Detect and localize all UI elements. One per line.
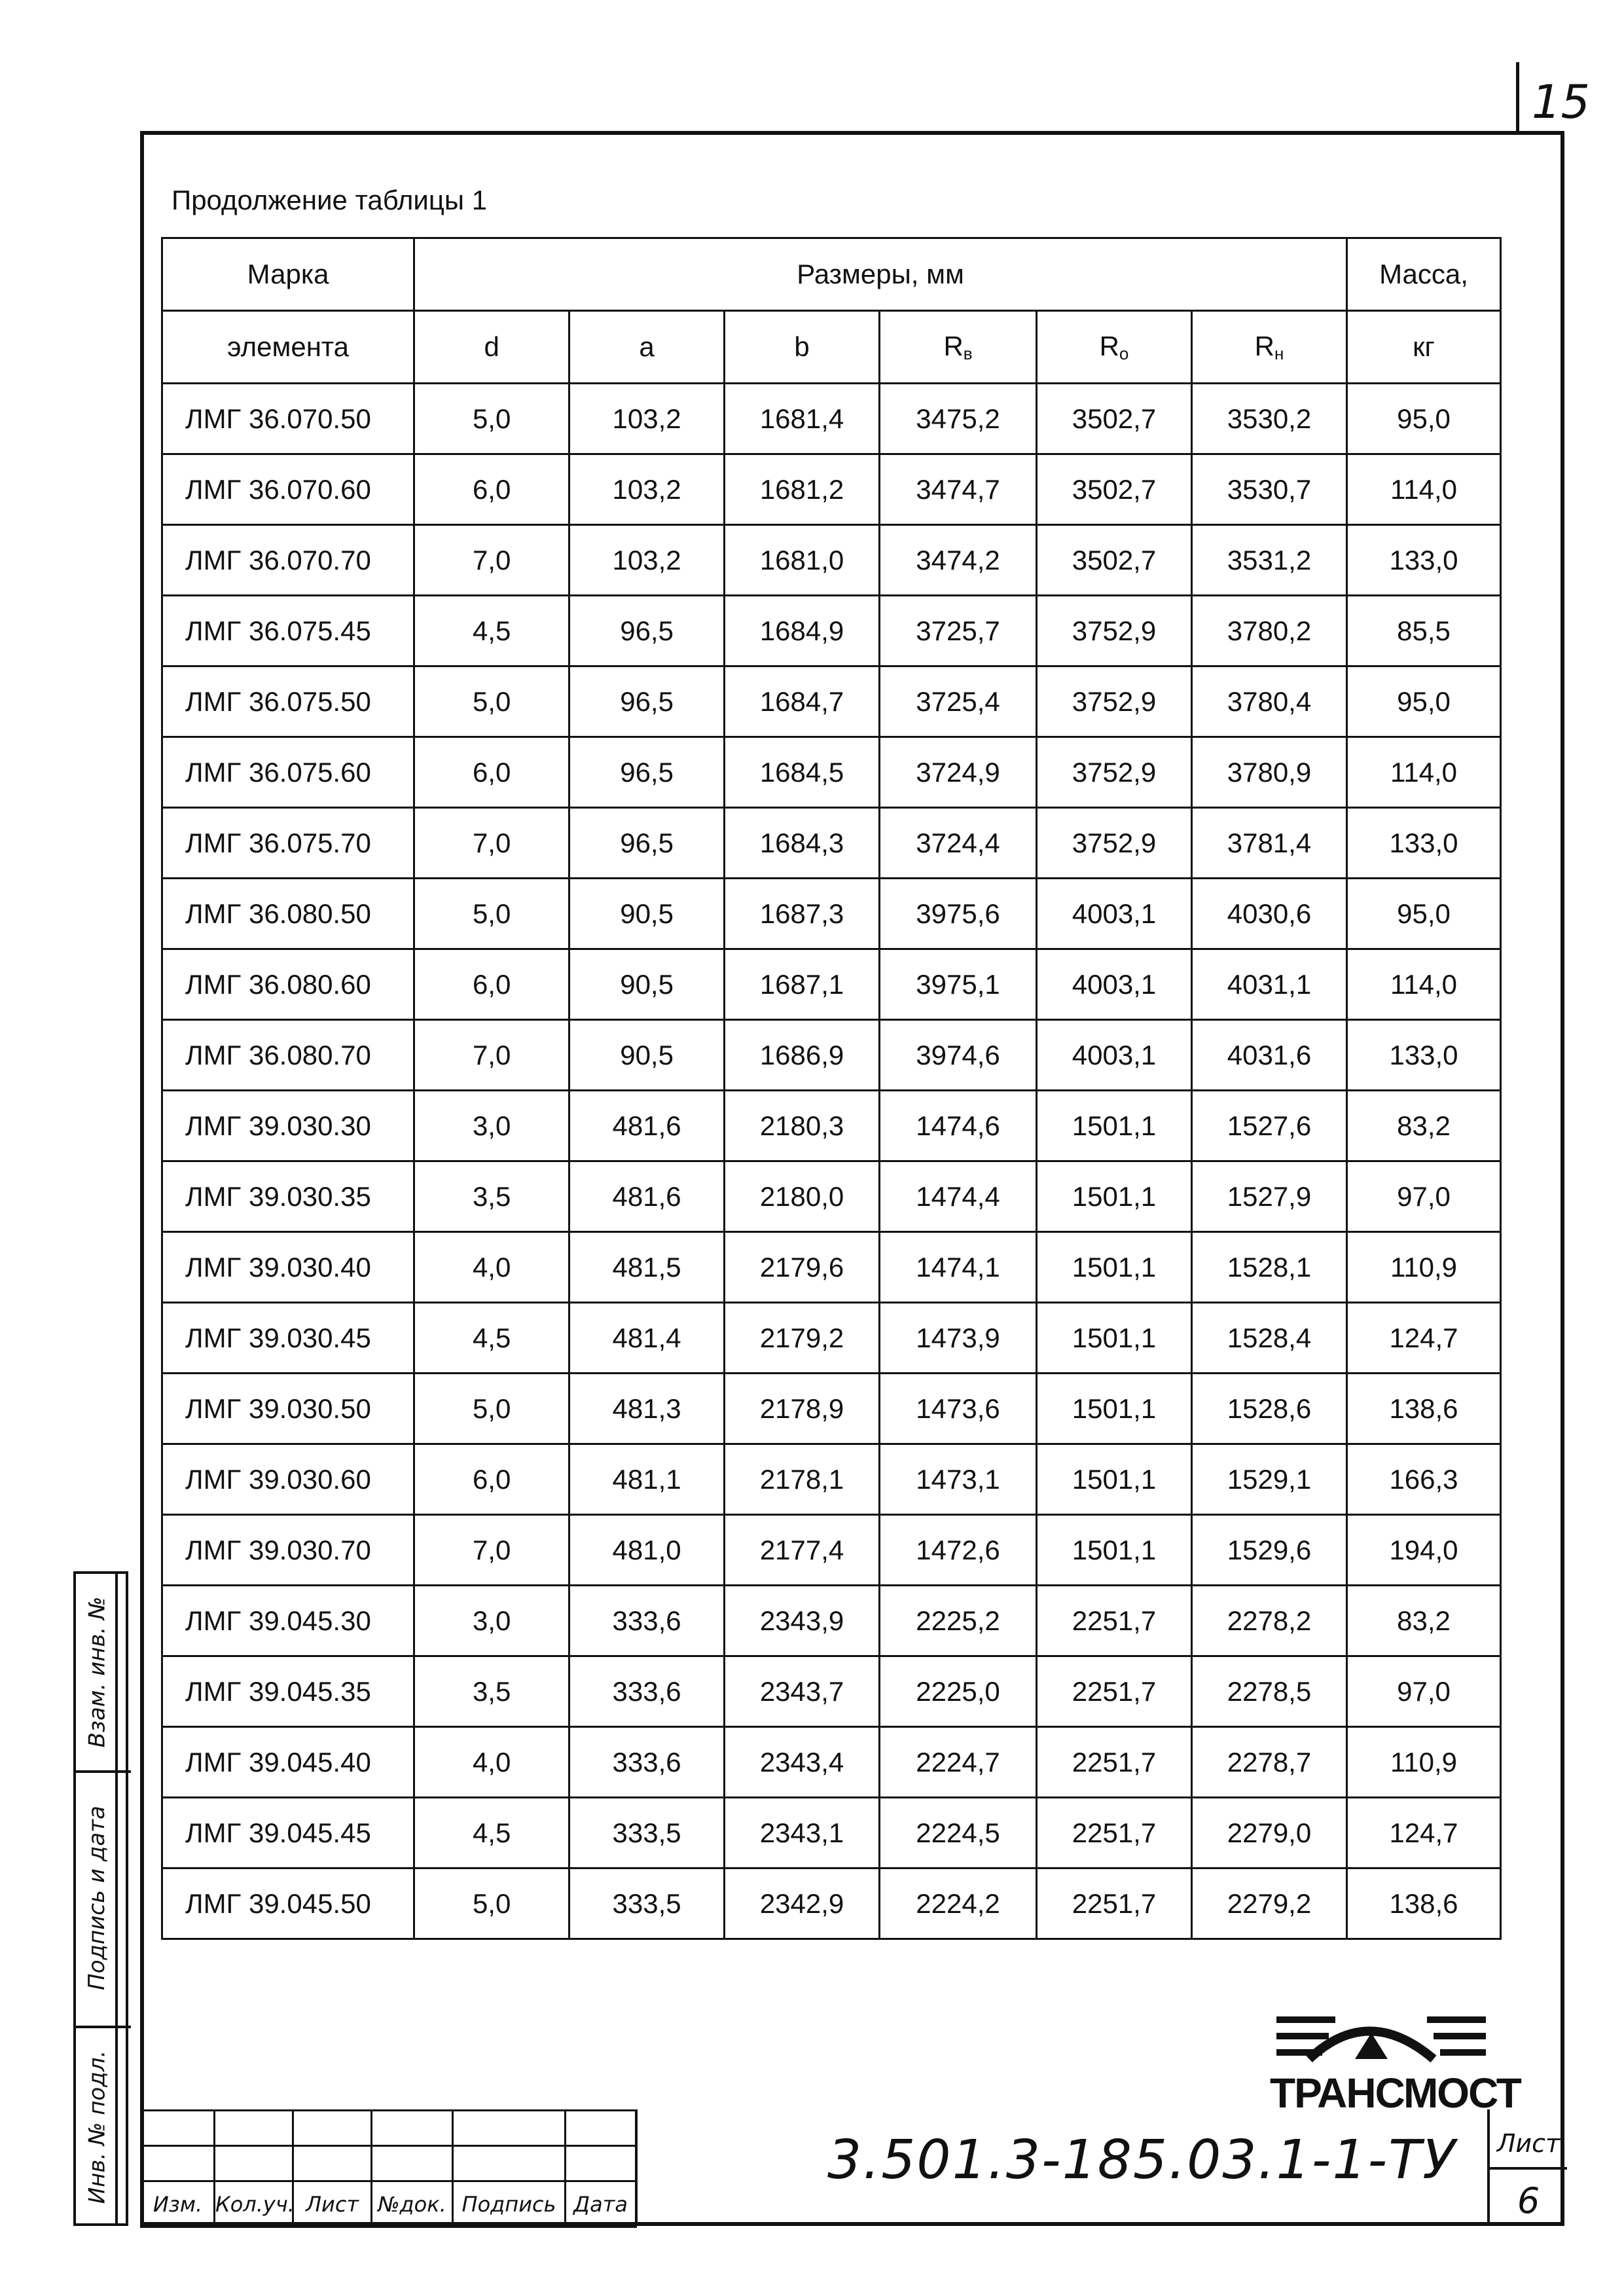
table-row bbox=[162, 737, 1501, 808]
cell-a: 90,5 bbox=[569, 1020, 725, 1091]
table-row bbox=[162, 879, 1501, 949]
table-body bbox=[162, 384, 1501, 1939]
cell-mark: ЛМГ 39.030.40 bbox=[162, 1232, 414, 1303]
cell-b: 2343,4 bbox=[725, 1727, 880, 1798]
tb-col-kolich: Кол.уч. bbox=[215, 2181, 293, 2227]
tb-col-ndok: №док. bbox=[372, 2181, 453, 2227]
cell-rn: 1529,1 bbox=[1191, 1444, 1346, 1515]
cell-mark: ЛМГ 39.030.70 bbox=[162, 1515, 414, 1586]
cell-mark: ЛМГ 39.030.50 bbox=[162, 1374, 414, 1444]
cell-rn: 1528,1 bbox=[1191, 1232, 1346, 1303]
table-row bbox=[162, 1303, 1501, 1374]
cell-b: 1681,4 bbox=[725, 384, 880, 454]
cell-ro: 3752,9 bbox=[1037, 808, 1192, 879]
cell-rn: 3780,4 bbox=[1191, 666, 1346, 737]
cell-a: 96,5 bbox=[569, 596, 725, 666]
cell-mass: 138,6 bbox=[1347, 1374, 1501, 1444]
table-row bbox=[162, 1161, 1501, 1232]
header-mass-top: Масса, bbox=[1347, 238, 1501, 311]
cell-mark: ЛМГ 36.070.50 bbox=[162, 384, 414, 454]
cell-d: 3,0 bbox=[414, 1091, 569, 1161]
cell-b: 1681,0 bbox=[725, 525, 880, 596]
cell-mark: ЛМГ 39.045.45 bbox=[162, 1798, 414, 1868]
cell-b: 1687,1 bbox=[725, 949, 880, 1020]
cell-ro: 1501,1 bbox=[1037, 1303, 1192, 1374]
side-stamp-inner-line bbox=[115, 1574, 118, 2223]
cell-ro: 4003,1 bbox=[1037, 1020, 1192, 1091]
cell-b: 2178,9 bbox=[725, 1374, 880, 1444]
header-b: b bbox=[725, 311, 880, 384]
cell-a: 333,5 bbox=[569, 1798, 725, 1868]
cell-a: 103,2 bbox=[569, 525, 725, 596]
table-row bbox=[162, 1374, 1501, 1444]
cell-b: 2180,0 bbox=[725, 1161, 880, 1232]
cell-a: 333,5 bbox=[569, 1868, 725, 1939]
table-row bbox=[162, 1444, 1501, 1515]
cell-mass: 95,0 bbox=[1347, 666, 1501, 737]
header-mark-bottom: элемента bbox=[162, 311, 414, 384]
header-rv: $R_в$ bbox=[880, 311, 1037, 384]
cell-d: 4,5 bbox=[414, 596, 569, 666]
cell-rv: 2225,2 bbox=[880, 1586, 1037, 1656]
cell-b: 1681,2 bbox=[725, 454, 880, 525]
transmost-logo bbox=[1270, 1997, 1545, 2117]
cell-rn: 1527,9 bbox=[1191, 1161, 1346, 1232]
sheet-number: 15 bbox=[1532, 75, 1591, 129]
title-block bbox=[140, 2109, 1564, 2226]
cell-rn: 1527,6 bbox=[1191, 1091, 1346, 1161]
cell-mass: 114,0 bbox=[1347, 454, 1501, 525]
table-row bbox=[162, 949, 1501, 1020]
cell-rn: 4031,6 bbox=[1191, 1020, 1346, 1091]
cell-mark: ЛМГ 36.080.50 bbox=[162, 879, 414, 949]
cell-a: 96,5 bbox=[569, 808, 725, 879]
cell-ro: 4003,1 bbox=[1037, 949, 1192, 1020]
cell-mass: 124,7 bbox=[1347, 1303, 1501, 1374]
table-row bbox=[162, 1868, 1501, 1939]
cell-d: 5,0 bbox=[414, 1868, 569, 1939]
cell-a: 481,4 bbox=[569, 1303, 725, 1374]
side-label-podpis: Подпись и дата bbox=[84, 1806, 111, 1990]
title-block-grid bbox=[140, 2109, 637, 2228]
cell-b: 2343,7 bbox=[725, 1656, 880, 1727]
cell-rv: 1473,6 bbox=[880, 1374, 1037, 1444]
cell-rn: 3780,9 bbox=[1191, 737, 1346, 808]
cell-rv: 3474,2 bbox=[880, 525, 1037, 596]
cell-mark: ЛМГ 39.045.30 bbox=[162, 1586, 414, 1656]
cell-a: 90,5 bbox=[569, 879, 725, 949]
cell-b: 2179,6 bbox=[725, 1232, 880, 1303]
sheet-value: 6 bbox=[1517, 2180, 1540, 2221]
cell-a: 481,3 bbox=[569, 1374, 725, 1444]
cell-ro: 3502,7 bbox=[1037, 454, 1192, 525]
cell-ro: 2251,7 bbox=[1037, 1868, 1192, 1939]
cell-rv: 2224,5 bbox=[880, 1798, 1037, 1868]
cell-d: 7,0 bbox=[414, 1515, 569, 1586]
table-row bbox=[162, 808, 1501, 879]
sheet-number-divider bbox=[1516, 62, 1519, 134]
cell-ro: 4003,1 bbox=[1037, 879, 1192, 949]
cell-mass: 83,2 bbox=[1347, 1091, 1501, 1161]
table-row bbox=[162, 1091, 1501, 1161]
cell-rv: 3974,6 bbox=[880, 1020, 1037, 1091]
cell-rv: 3724,4 bbox=[880, 808, 1037, 879]
cell-a: 481,5 bbox=[569, 1232, 725, 1303]
cell-mass: 85,5 bbox=[1347, 596, 1501, 666]
table-row bbox=[162, 1727, 1501, 1798]
cell-ro: 3752,9 bbox=[1037, 666, 1192, 737]
cell-b: 2177,4 bbox=[725, 1515, 880, 1586]
cell-mark: ЛМГ 36.080.60 bbox=[162, 949, 414, 1020]
side-label-inv: Инв. № подл. bbox=[84, 2050, 111, 2204]
cell-d: 7,0 bbox=[414, 1020, 569, 1091]
table-row bbox=[162, 384, 1501, 454]
table-row bbox=[162, 454, 1501, 525]
cell-rn: 1529,6 bbox=[1191, 1515, 1346, 1586]
cell-d: 6,0 bbox=[414, 737, 569, 808]
sheet-box-divider bbox=[1490, 2167, 1567, 2170]
cell-rv: 3475,2 bbox=[880, 384, 1037, 454]
tb-col-podpis: Подпись bbox=[453, 2181, 566, 2227]
cell-rv: 3725,7 bbox=[880, 596, 1037, 666]
cell-a: 481,0 bbox=[569, 1515, 725, 1586]
cell-mass: 95,0 bbox=[1347, 384, 1501, 454]
cell-mark: ЛМГ 39.045.35 bbox=[162, 1656, 414, 1727]
table-row bbox=[162, 525, 1501, 596]
cell-d: 4,5 bbox=[414, 1303, 569, 1374]
cell-b: 2343,1 bbox=[725, 1798, 880, 1868]
cell-ro: 3752,9 bbox=[1037, 737, 1192, 808]
cell-rv: 2225,0 bbox=[880, 1656, 1037, 1727]
cell-mark: ЛМГ 36.070.70 bbox=[162, 525, 414, 596]
logo-text: ТРАНСМОСТ bbox=[1270, 2069, 1521, 2117]
cell-rn: 2278,7 bbox=[1191, 1727, 1346, 1798]
cell-mass: 114,0 bbox=[1347, 737, 1501, 808]
table-row bbox=[162, 1515, 1501, 1586]
cell-mark: ЛМГ 36.075.60 bbox=[162, 737, 414, 808]
table-row bbox=[162, 1656, 1501, 1727]
cell-ro: 1501,1 bbox=[1037, 1515, 1192, 1586]
header-sizes: Размеры, мм bbox=[414, 238, 1347, 311]
cell-a: 481,1 bbox=[569, 1444, 725, 1515]
cell-rn: 3781,4 bbox=[1191, 808, 1346, 879]
cell-rn: 2279,0 bbox=[1191, 1798, 1346, 1868]
cell-b: 1684,7 bbox=[725, 666, 880, 737]
title-block-divider bbox=[635, 2109, 638, 2226]
cell-a: 103,2 bbox=[569, 384, 725, 454]
cell-mass: 97,0 bbox=[1347, 1161, 1501, 1232]
header-mark-top: Марка bbox=[162, 238, 414, 311]
cell-mark: ЛМГ 39.030.30 bbox=[162, 1091, 414, 1161]
cell-ro: 2251,7 bbox=[1037, 1656, 1192, 1727]
cell-mass: 110,9 bbox=[1347, 1727, 1501, 1798]
cell-rn: 3531,2 bbox=[1191, 525, 1346, 596]
cell-b: 1686,9 bbox=[725, 1020, 880, 1091]
cell-b: 2343,9 bbox=[725, 1586, 880, 1656]
cell-d: 4,0 bbox=[414, 1232, 569, 1303]
cell-mass: 97,0 bbox=[1347, 1656, 1501, 1727]
cell-rv: 2224,7 bbox=[880, 1727, 1037, 1798]
cell-mass: 166,3 bbox=[1347, 1444, 1501, 1515]
side-stamp bbox=[73, 1571, 128, 2226]
cell-b: 1684,5 bbox=[725, 737, 880, 808]
cell-d: 5,0 bbox=[414, 384, 569, 454]
cell-mass: 133,0 bbox=[1347, 1020, 1501, 1091]
cell-a: 96,5 bbox=[569, 737, 725, 808]
cell-mass: 133,0 bbox=[1347, 525, 1501, 596]
cell-d: 7,0 bbox=[414, 808, 569, 879]
cell-rv: 1472,6 bbox=[880, 1515, 1037, 1586]
cell-mass: 110,9 bbox=[1347, 1232, 1501, 1303]
cell-a: 90,5 bbox=[569, 949, 725, 1020]
cell-ro: 2251,7 bbox=[1037, 1586, 1192, 1656]
cell-a: 333,6 bbox=[569, 1586, 725, 1656]
cell-rn: 2278,5 bbox=[1191, 1656, 1346, 1727]
cell-ro: 1501,1 bbox=[1037, 1374, 1192, 1444]
cell-ro: 2251,7 bbox=[1037, 1727, 1192, 1798]
cell-rn: 3780,2 bbox=[1191, 596, 1346, 666]
cell-rv: 1473,1 bbox=[880, 1444, 1037, 1515]
header-ro: $R_о$ bbox=[1037, 311, 1192, 384]
cell-mark: ЛМГ 36.070.60 bbox=[162, 454, 414, 525]
cell-d: 3,0 bbox=[414, 1586, 569, 1656]
cell-rn: 3530,2 bbox=[1191, 384, 1346, 454]
tb-col-izm: Изм. bbox=[141, 2181, 215, 2227]
side-label-vzam: Взам. инв. № bbox=[84, 1596, 111, 1748]
table-row bbox=[162, 1798, 1501, 1868]
cell-rn: 1528,6 bbox=[1191, 1374, 1346, 1444]
cell-d: 4,0 bbox=[414, 1727, 569, 1798]
cell-d: 5,0 bbox=[414, 666, 569, 737]
cell-rv: 3725,4 bbox=[880, 666, 1037, 737]
cell-mass: 133,0 bbox=[1347, 808, 1501, 879]
cell-d: 5,0 bbox=[414, 1374, 569, 1444]
table-row bbox=[162, 1020, 1501, 1091]
cell-mark: ЛМГ 39.045.40 bbox=[162, 1727, 414, 1798]
logo-emblem-icon bbox=[1270, 1997, 1545, 2069]
cell-a: 481,6 bbox=[569, 1091, 725, 1161]
cell-b: 2178,1 bbox=[725, 1444, 880, 1515]
cell-mark: ЛМГ 36.075.70 bbox=[162, 808, 414, 879]
cell-ro: 1501,1 bbox=[1037, 1161, 1192, 1232]
cell-rv: 3474,7 bbox=[880, 454, 1037, 525]
cell-rv: 1473,9 bbox=[880, 1303, 1037, 1374]
table-row bbox=[162, 596, 1501, 666]
cell-rn: 4031,1 bbox=[1191, 949, 1346, 1020]
cell-rv: 3975,6 bbox=[880, 879, 1037, 949]
cell-b: 1684,3 bbox=[725, 808, 880, 879]
cell-b: 1687,3 bbox=[725, 879, 880, 949]
cell-ro: 1501,1 bbox=[1037, 1444, 1192, 1515]
cell-mark: ЛМГ 39.030.45 bbox=[162, 1303, 414, 1374]
cell-d: 5,0 bbox=[414, 879, 569, 949]
cell-b: 2342,9 bbox=[725, 1868, 880, 1939]
cell-rn: 2279,2 bbox=[1191, 1868, 1346, 1939]
cell-ro: 1501,1 bbox=[1037, 1091, 1192, 1161]
cell-d: 6,0 bbox=[414, 454, 569, 525]
cell-a: 481,6 bbox=[569, 1161, 725, 1232]
header-a: a bbox=[569, 311, 725, 384]
cell-rn: 3530,7 bbox=[1191, 454, 1346, 525]
sheet-box bbox=[1487, 2109, 1567, 2226]
cell-b: 2179,2 bbox=[725, 1303, 880, 1374]
cell-ro: 1501,1 bbox=[1037, 1232, 1192, 1303]
cell-b: 1684,9 bbox=[725, 596, 880, 666]
cell-mark: ЛМГ 36.075.50 bbox=[162, 666, 414, 737]
cell-ro: 3502,7 bbox=[1037, 525, 1192, 596]
cell-rn: 2278,2 bbox=[1191, 1586, 1346, 1656]
table-row bbox=[162, 1586, 1501, 1656]
cell-d: 6,0 bbox=[414, 949, 569, 1020]
cell-mass: 95,0 bbox=[1347, 879, 1501, 949]
cell-d: 3,5 bbox=[414, 1161, 569, 1232]
table-row bbox=[162, 666, 1501, 737]
cell-mass: 138,6 bbox=[1347, 1868, 1501, 1939]
cell-mass: 194,0 bbox=[1347, 1515, 1501, 1586]
cell-mark: ЛМГ 39.030.60 bbox=[162, 1444, 414, 1515]
header-d: d bbox=[414, 311, 569, 384]
cell-rv: 3724,9 bbox=[880, 737, 1037, 808]
cell-d: 7,0 bbox=[414, 525, 569, 596]
cell-b: 2180,3 bbox=[725, 1091, 880, 1161]
cell-mark: ЛМГ 39.045.50 bbox=[162, 1868, 414, 1939]
cell-a: 103,2 bbox=[569, 454, 725, 525]
cell-mark: ЛМГ 36.075.45 bbox=[162, 596, 414, 666]
cell-mass: 114,0 bbox=[1347, 949, 1501, 1020]
cell-mass: 83,2 bbox=[1347, 1586, 1501, 1656]
cell-mark: ЛМГ 39.030.35 bbox=[162, 1161, 414, 1232]
cell-rv: 1474,4 bbox=[880, 1161, 1037, 1232]
cell-rn: 4030,6 bbox=[1191, 879, 1346, 949]
cell-ro: 2251,7 bbox=[1037, 1798, 1192, 1868]
header-rn: $R_н$ bbox=[1191, 311, 1346, 384]
cell-a: 333,6 bbox=[569, 1727, 725, 1798]
cell-ro: 3502,7 bbox=[1037, 384, 1192, 454]
cell-rv: 2224,2 bbox=[880, 1868, 1037, 1939]
cell-a: 333,6 bbox=[569, 1656, 725, 1727]
table-row bbox=[162, 1232, 1501, 1303]
header-mass-bottom: кг bbox=[1347, 311, 1501, 384]
cell-rv: 1474,1 bbox=[880, 1232, 1037, 1303]
cell-mass: 124,7 bbox=[1347, 1798, 1501, 1868]
cell-rv: 3975,1 bbox=[880, 949, 1037, 1020]
table-caption: Продолжение таблицы 1 bbox=[171, 185, 488, 215]
tb-col-data: Дата bbox=[566, 2181, 636, 2227]
cell-d: 6,0 bbox=[414, 1444, 569, 1515]
dimensions-table bbox=[161, 237, 1502, 1940]
cell-d: 4,5 bbox=[414, 1798, 569, 1868]
cell-rn: 1528,4 bbox=[1191, 1303, 1346, 1374]
tb-col-list: Лист bbox=[293, 2181, 372, 2227]
cell-rv: 1474,6 bbox=[880, 1091, 1037, 1161]
cell-ro: 3752,9 bbox=[1037, 596, 1192, 666]
cell-d: 3,5 bbox=[414, 1656, 569, 1727]
sheet-label: Лист bbox=[1496, 2129, 1561, 2158]
cell-mark: ЛМГ 36.080.70 bbox=[162, 1020, 414, 1091]
cell-a: 96,5 bbox=[569, 666, 725, 737]
document-code: 3.501.3-185.03.1-1-ТУ bbox=[827, 2129, 1457, 2191]
